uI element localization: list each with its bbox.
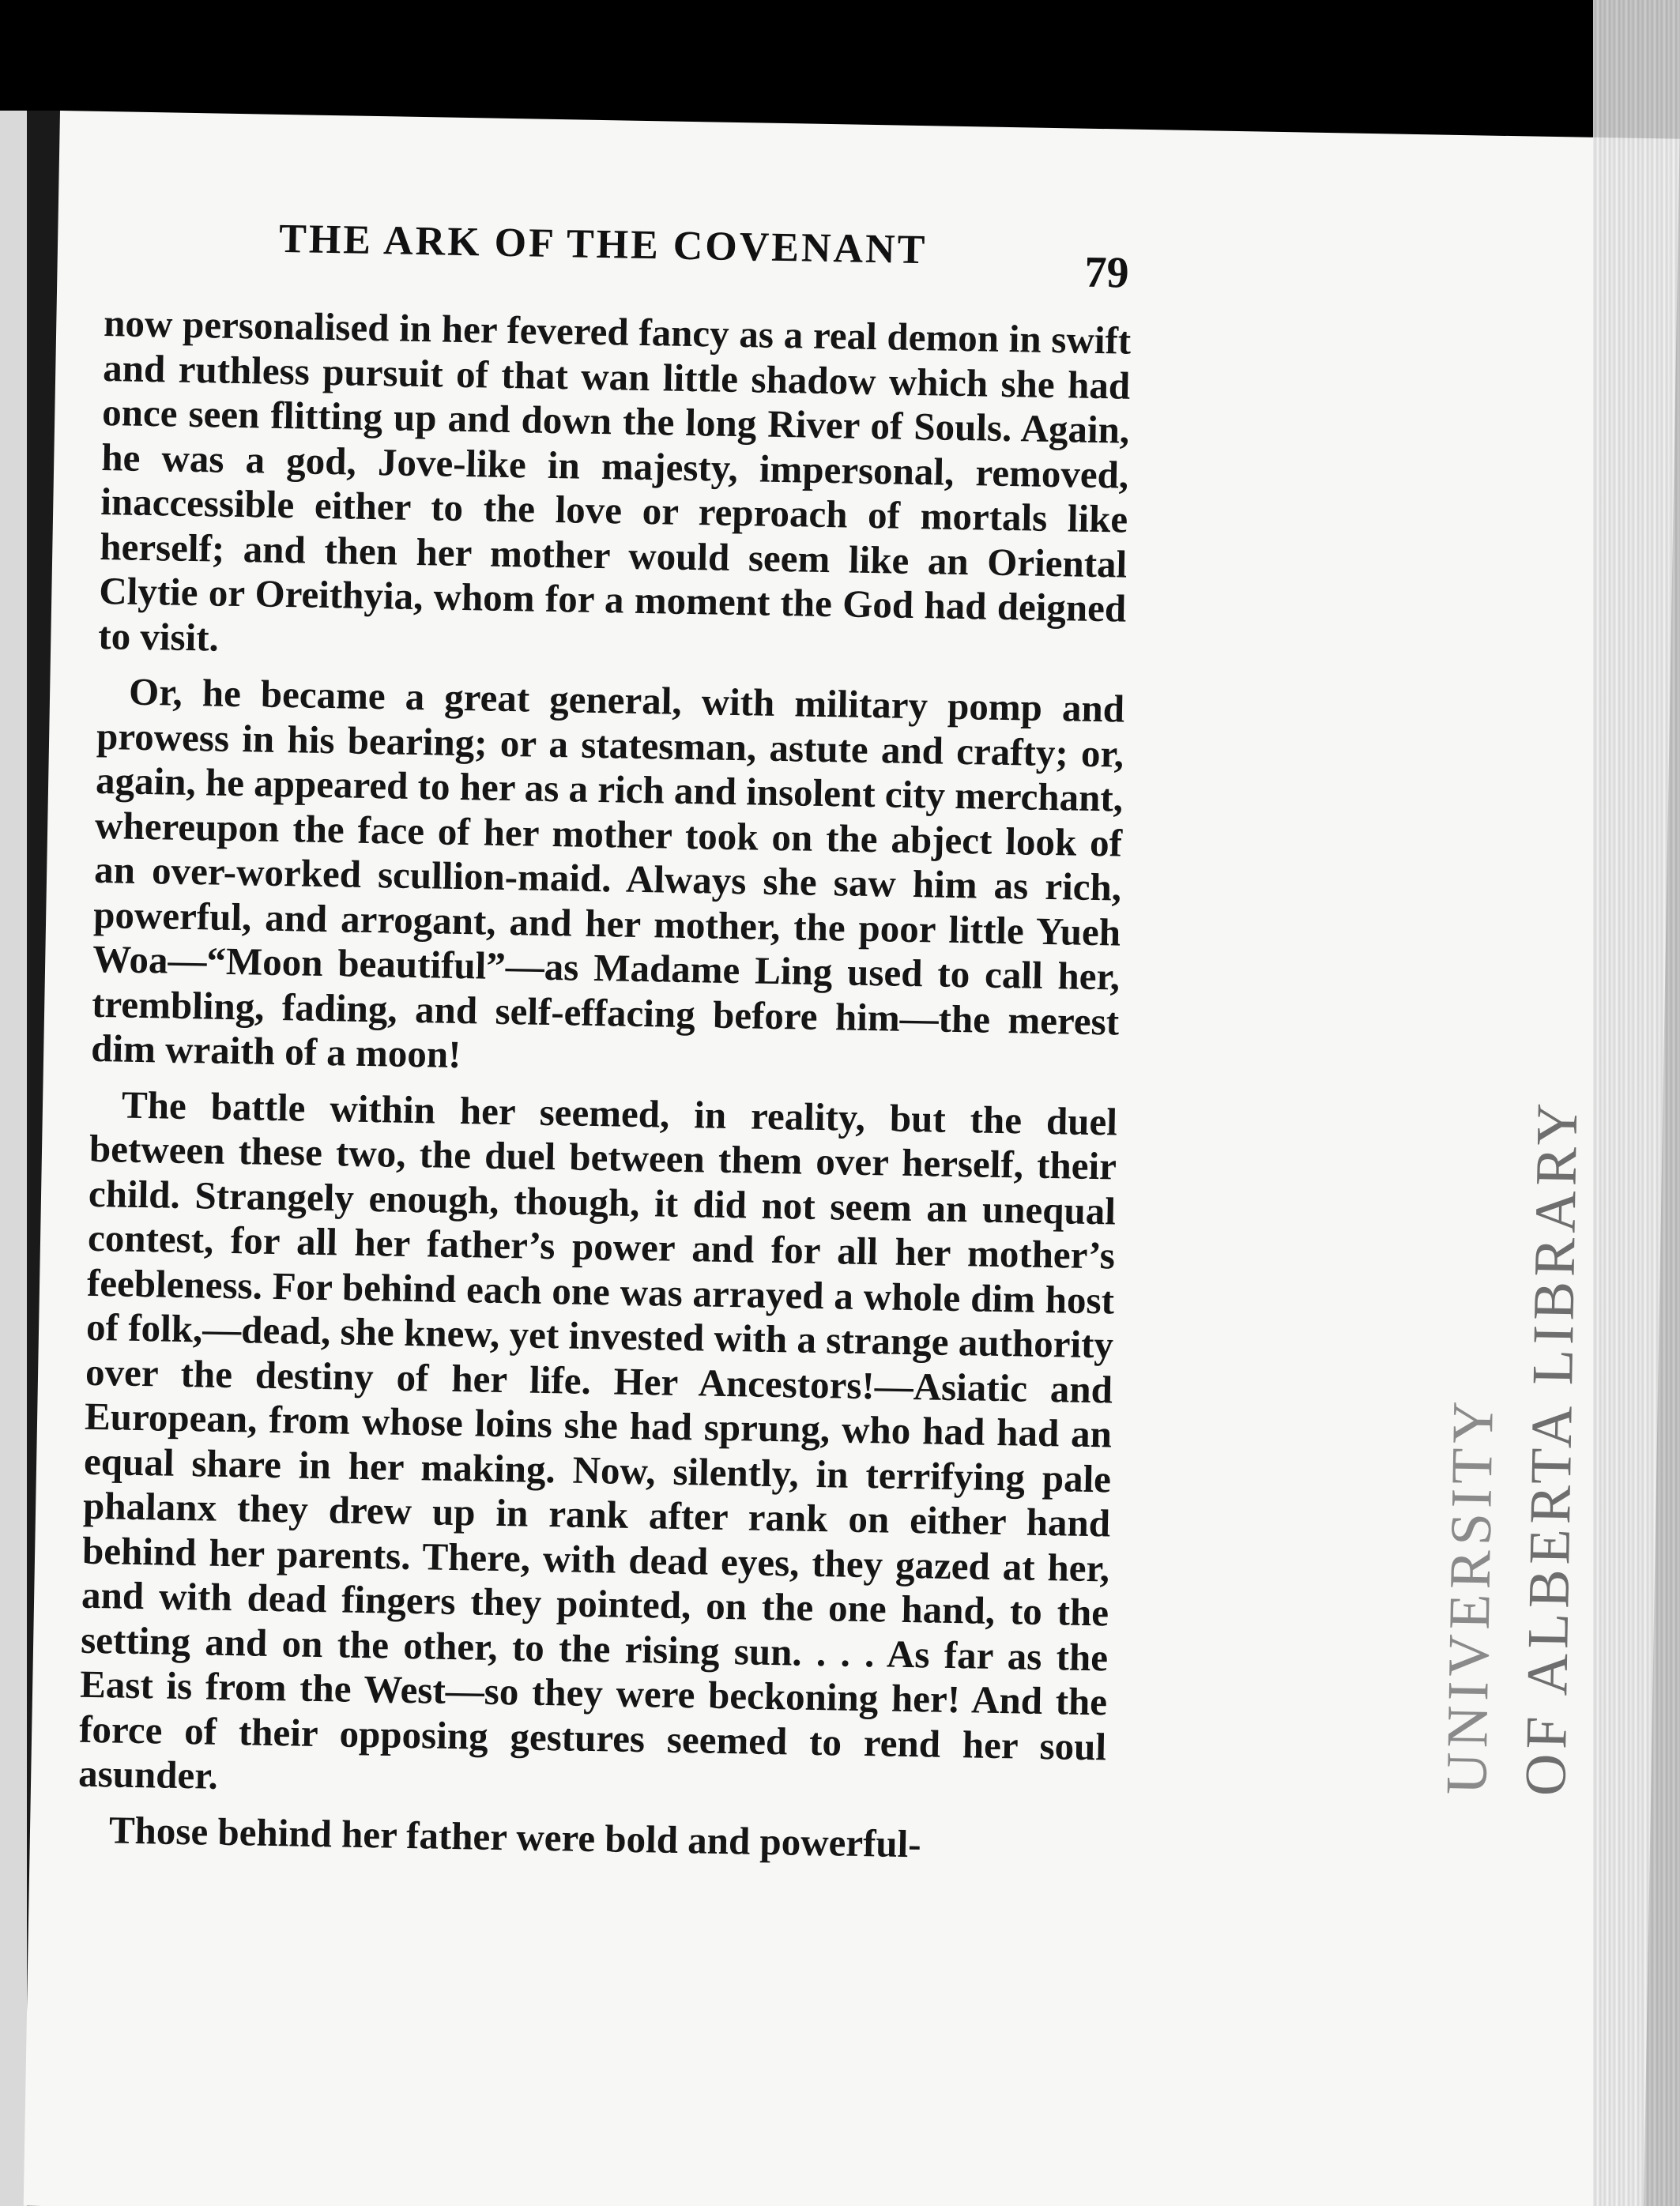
page-number: 79 bbox=[1084, 247, 1130, 298]
paragraph: The battle within her seemed, in reality, but the duel between these two, the duel between them over herself, their child. Strangely enough, though, it did not seem an unequal contest, for all her father’s power and for all her mother’s feebleness. For behind each one was arrayed a whole dim host of folk,—dead, she knew, yet invested with a strange authority over the destiny of her life. Her Ancestors!—Asiatic and European, from whose loins she had sprung, who had had an equal share in her making. Now, silently, in terrifying pale phalanx they drew up in rank after rank on either hand behind her parents. There, with dead eyes, they gazed at her, and with dead fingers they pointed, on the one hand, to the setting and on the other, to the rising sun. . . . As far as the East is from the West—so they were beckoning her! And the force of their opposing gestures seemed to rend her soul asunder. bbox=[77, 1082, 1118, 1798]
library-stamp-line: OF ALBERTA LIBRARY bbox=[1513, 1097, 1591, 1797]
facing-page-edge bbox=[0, 111, 27, 2206]
paragraph: Or, he became a great general, with military pomp and prowess in his bearing; or a statesman, astute and crafty; or, again, he appeared to her as a rich and insolent city merchant, whereupon the face of her mother took on the abject look of an over-worked scullion-maid. Always she saw him as rich, powerful, and arrogant, and her mother, the poor little Yueh Woa—“Moon beautiful”—as Madame Ling used to call her, trembling, fading, and self-effacing before him—the merest dim wraith of a moon! bbox=[90, 669, 1125, 1077]
library-stamp-line: UNIVERSITY bbox=[1434, 1395, 1506, 1796]
page-edge-texture bbox=[1593, 0, 1680, 2206]
running-head: THE ARK OF THE COVENANT bbox=[278, 216, 928, 273]
library-stamp bbox=[1433, 1044, 1605, 1797]
body-text bbox=[77, 301, 1132, 1869]
paragraph: Those behind her father were bold and powerful- bbox=[108, 1807, 922, 1865]
book-page bbox=[24, 111, 1680, 2206]
paragraph: now personalised in her fevered fancy as a real demon in swift and ruthless pursuit of that wan little shadow which she had once seen flitting up and down the long River of Souls. Again, he was a god, Jove-like in majesty, impersonal, removed, inaccessible either to the love or reproach of mortals like herself; and then her mother would seem like an Oriental Clytie or Oreithyia, whom for a moment the God had deigned to visit. bbox=[97, 301, 1132, 660]
